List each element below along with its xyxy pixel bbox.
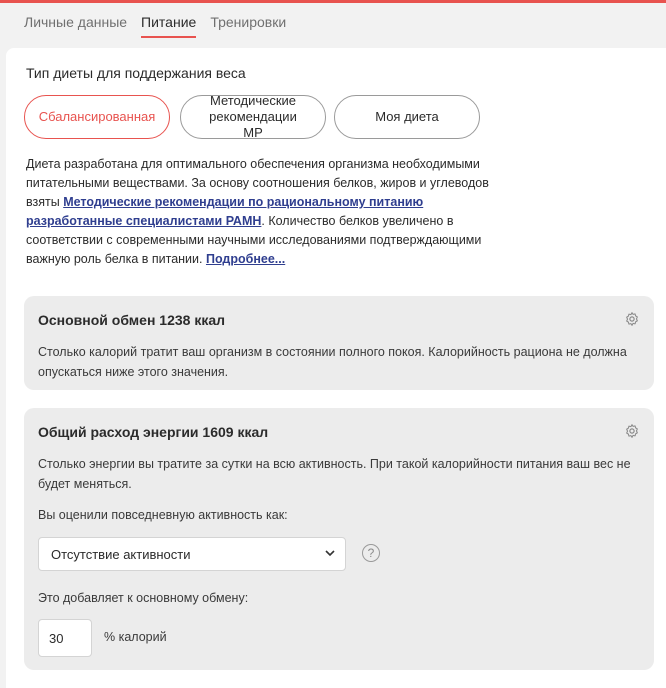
percent-unit-label: % калорий: [104, 630, 167, 644]
activity-select-value: Отсутствие активности: [51, 546, 191, 562]
help-icon[interactable]: ?: [362, 544, 380, 562]
diet-description-text-2: . Количество белков увеличено в соответствии с современными научными исследованиями подтверждающими важную роль белка в питании.: [26, 214, 482, 266]
diet-description: [26, 155, 496, 269]
guidelines-link[interactable]: Методические рекомендации по рациональному питанию разработанные специалистами РАМН: [26, 195, 424, 228]
diet-description-text: Диета разработана для оптимального обеспечения организма необходимыми питательными веществами. За основу соотношения белков, жиров и углеводов взяты: [26, 157, 489, 209]
diet-option-label: Сбалансированная: [38, 109, 156, 124]
basal-metabolism-title: Основной обмен 1238 ккал: [38, 312, 226, 328]
total-energy-panel: [24, 408, 654, 670]
percent-input[interactable]: 30: [38, 619, 92, 657]
nutrition-card: [6, 48, 666, 688]
basal-metabolism-panel: [24, 296, 654, 390]
diet-option-balanced[interactable]: [24, 95, 170, 139]
tab-nutrition[interactable]: Питание: [141, 14, 196, 38]
more-link[interactable]: Подробнее...: [205, 252, 286, 266]
gear-icon[interactable]: [624, 423, 640, 439]
total-energy-text: Столько энергии вы тратите за сутки на всю активность. При такой калорийности питания ваш вес не будет меняться.: [38, 457, 631, 491]
activity-select[interactable]: [38, 537, 346, 571]
top-accent-bar: [0, 0, 666, 3]
total-energy-title: Общий расход энергии 1609 ккал: [38, 424, 269, 440]
profile-tabs: [24, 14, 286, 38]
diet-option-label: Моя диета: [375, 109, 439, 124]
gear-icon[interactable]: [624, 311, 640, 327]
tab-workouts[interactable]: Тренировки: [210, 14, 287, 30]
diet-option-my-diet[interactable]: [334, 95, 480, 139]
diet-option-guidelines[interactable]: [180, 95, 326, 139]
diet-option-label: Методические рекомендации МР: [209, 93, 297, 140]
tab-personal-data[interactable]: Личные данные: [24, 14, 128, 30]
chevron-down-icon: [325, 548, 335, 558]
basal-metabolism-text: Столько калорий тратит ваш организм в состоянии полного покоя. Калорийность рациона не должна опускаться ниже этого значения.: [38, 345, 627, 379]
diet-type-title: Тип диеты для поддержания веса: [26, 65, 246, 81]
adds-to-basal-label: Это добавляет к основному обмену:: [38, 591, 249, 605]
activity-label: Вы оценили повседневную активность как:: [38, 508, 288, 522]
